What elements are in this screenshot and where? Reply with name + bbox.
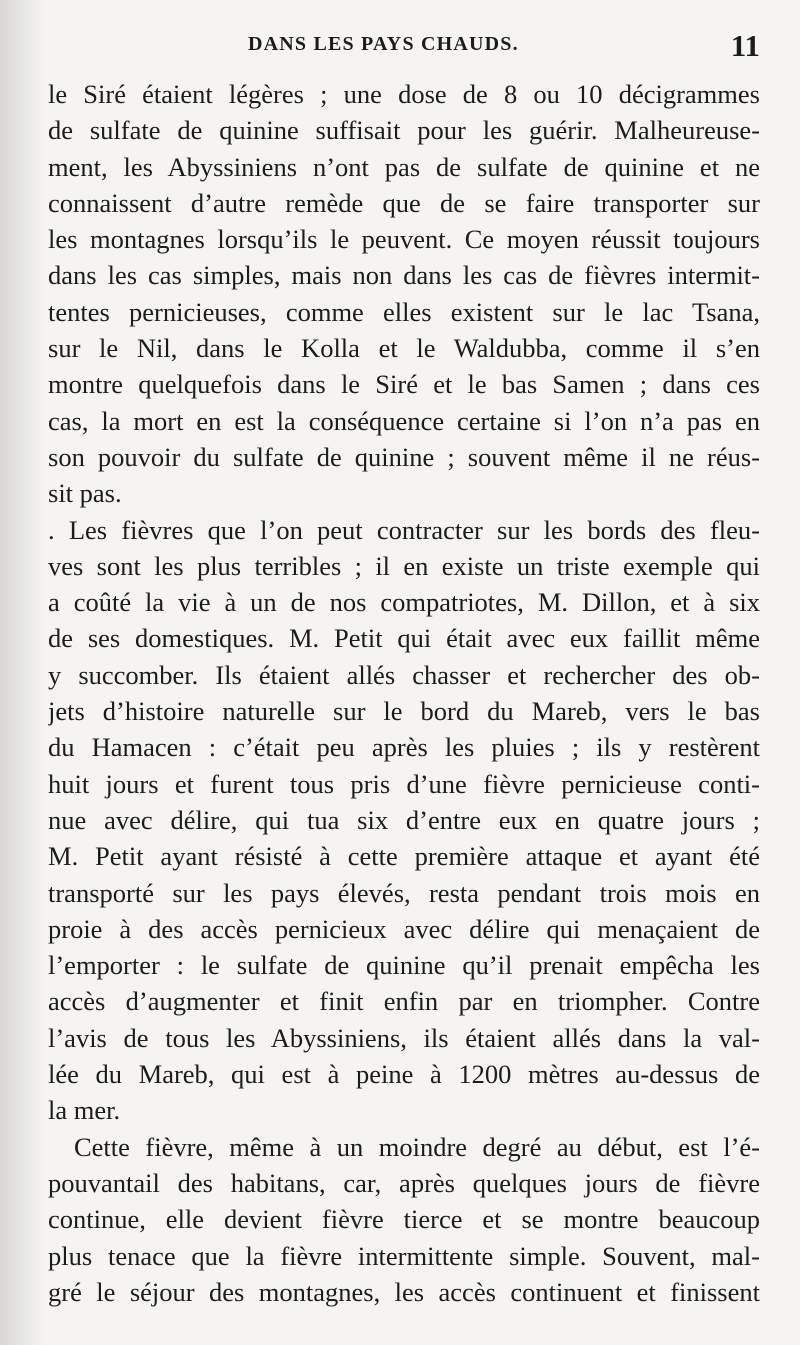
text-line: . Les fièvres que l’on peut contracter sur les bords des fleu- <box>48 514 760 545</box>
text-line: transporté sur les pays élevés, resta pendant trois mois en <box>48 877 760 908</box>
text-line: jets d’histoire naturelle sur le bord du Mareb, vers le bas <box>48 696 760 727</box>
text-line: montre quelquefois dans le Siré et le bas Samen ; dans ces <box>48 369 760 400</box>
text-line: pouvantail des habitans, car, après quelques jours de fièvre <box>48 1167 760 1198</box>
text-line: son pouvoir du sulfate de quinine ; souvent même il ne réus- <box>48 441 760 472</box>
text-line: plus tenace que la fièvre intermittente simple. Souvent, mal- <box>48 1240 760 1271</box>
text-line: ves sont les plus terribles ; il en existe un triste exemple qui <box>48 550 760 581</box>
text-line: le Siré étaient légères ; une dose de 8 ou 10 décigrammes <box>48 79 760 109</box>
text-line: lée du Mareb, qui est à peine à 1200 mètres au-dessus de <box>48 1059 760 1090</box>
text-line: du Hamacen : c’était peu après les pluies ; ils y restèrent <box>48 732 760 763</box>
text-line: dans les cas simples, mais non dans les cas de fièvres intermit- <box>48 260 760 291</box>
text-line: huit jours et furent tous pris d’une fièvre pernicieuse conti- <box>48 768 760 799</box>
text-line: de sulfate de quinine suffisait pour les guérir. Malheureuse- <box>48 115 760 146</box>
text-line: M. Petit ayant résisté à cette première attaque et ayant été <box>48 841 760 872</box>
text-line: l’avis de tous les Abyssiniens, ils étaient allés dans la val- <box>48 1022 760 1053</box>
text-line: accès d’augmenter et finit enfin par en triompher. Contre <box>48 986 760 1017</box>
text-line: y succomber. Ils étaient allés chasser et rechercher des ob- <box>48 659 760 690</box>
text-line: tentes pernicieuses, comme elles existent sur le lac Tsana, <box>48 296 760 327</box>
text-line: continue, elle devient fièvre tierce et se montre beaucoup <box>48 1204 760 1235</box>
text-line: proie à des accès pernicieux avec délire qui menaçaient de <box>48 913 760 944</box>
text-line: a coûté la vie à un de nos compatriotes, M. Dillon, et à six <box>48 587 760 618</box>
running-title: DANS LES PAYS CHAUDS. <box>248 33 519 55</box>
text-line: cas, la mort en est la conséquence certaine si l’on n’a pas en <box>48 405 760 436</box>
text-line: Cette fièvre, même à un moindre degré au début, est l’é- <box>74 1131 760 1162</box>
paragraph <box>48 1129 760 1310</box>
text-line: sur le Nil, dans le Kolla et le Waldubba, comme il s’en <box>48 333 760 364</box>
text-line: nue avec délire, qui tua six d’entre eux en quatre jours ; <box>48 804 760 835</box>
text-line: gré le séjour des montagnes, les accès continuent et finissent <box>48 1276 760 1307</box>
page-number: 11 <box>730 28 760 63</box>
page-gutter-shadow <box>0 0 44 1345</box>
text-line: sit pas. <box>48 478 122 509</box>
paragraph <box>48 76 760 512</box>
text-line: la mer. <box>48 1095 121 1126</box>
text-line: les montagnes lorsqu’ils le peuvent. Ce moyen réussit toujours <box>48 224 760 255</box>
text-line: l’emporter : le sulfate de quinine qu’il prenait empêcha les <box>48 950 760 981</box>
page-header <box>48 28 760 69</box>
text-line: connaissent d’autre remède que de se faire transporter sur <box>48 187 760 218</box>
text-line: ment, les Abyssiniens n’ont pas de sulfate de quinine et ne <box>48 151 760 182</box>
paragraph <box>48 512 760 1129</box>
body-text <box>48 76 760 1310</box>
text-line: de ses domestiques. M. Petit qui était avec eux faillit même <box>48 623 760 654</box>
